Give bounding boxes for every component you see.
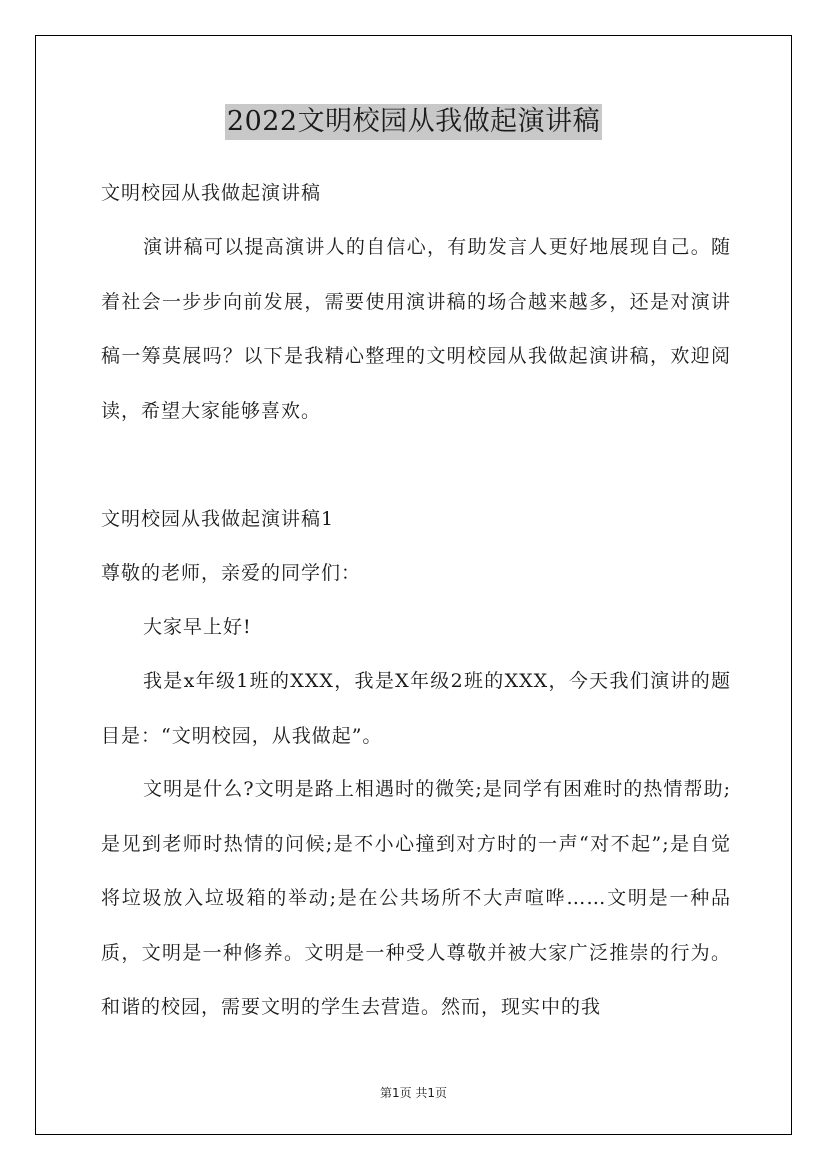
subtitle: 文明校园从我做起演讲稿 [101, 182, 322, 204]
intro-paragraph: 演讲稿可以提高演讲人的自信心，有助发言人更好地展现自己。随着社会一步步向前发展，需要使用演讲稿的场合越来越多，还是对演讲稿一筹莫展吗？以下是我精心整理的文明校园从我做起演讲稿，欢迎阅读，希望大家能够喜欢。 [101, 236, 731, 422]
document-title: 2022文明校园从我做起演讲稿 [225, 104, 602, 140]
title-container [0, 104, 827, 140]
greeting: 大家早上好! [143, 616, 252, 638]
section-heading: 文明校园从我做起演讲稿1 [101, 508, 335, 530]
salutation: 尊敬的老师，亲爱的同学们： [101, 562, 362, 584]
body-paragraph: 文明是什么?文明是路上相遇时的微笑;是同学有困难时的热情帮助;是见到老师时热情的问候;是不小心撞到对方时的一声“对不起”;是自觉将垃圾放入垃圾箱的举动;是在公共场所不大声喧哗……文明是一种品质，文明是一种修养。文明是一种受人尊敬并被大家广泛推崇的行为。和谐的校园，需要文明的学生去营造。然而，现实中的我 [101, 778, 731, 1018]
intro-speakers-paragraph: 我是x年级1班的XXX，我是X年级2班的XXX，今天我们演讲的题目是：“文明校园，从我做起”。 [101, 670, 731, 747]
page-number: 第1页 共1页 [379, 1086, 448, 1100]
